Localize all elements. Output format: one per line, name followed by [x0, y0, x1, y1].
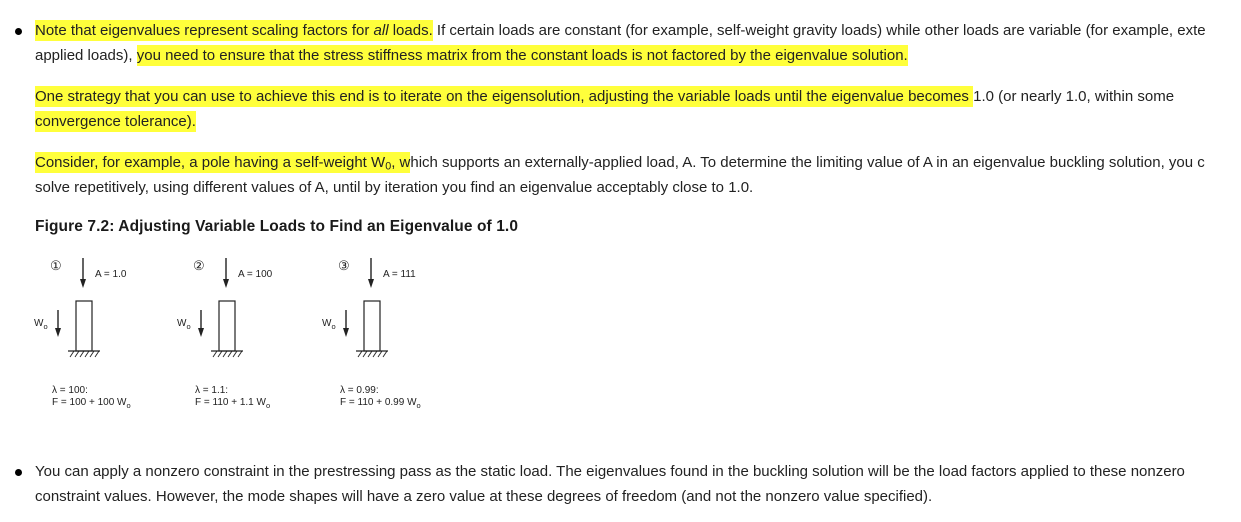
eigenvalue-label: λ = 1.1:	[195, 385, 229, 396]
highlight-text: Consider, for example, a pole having a self-weight W	[35, 154, 386, 171]
paragraph-line	[35, 150, 1241, 175]
ground-hatch	[378, 351, 382, 357]
ground-hatch	[363, 351, 367, 357]
weight-arrow-head	[343, 328, 349, 337]
ground-hatch	[95, 351, 99, 357]
ground-hatch	[228, 351, 232, 357]
paragraph-text: If certain loads are constant (for example, self-weight gravity loads) while other loads are variable (for example, exte	[432, 22, 1206, 39]
force-label: F = 110 + 1.1 $W_o$	[195, 397, 271, 410]
figure-diagram	[0, 250, 500, 420]
figure-caption: Figure 7.2: Adjusting Variable Loads to Find an Eigenvalue of 1.0	[35, 218, 519, 235]
paragraph-line	[35, 175, 1241, 200]
load-arrow-head	[223, 279, 229, 288]
highlight-text: One strategy that you can use to achieve this end is to iterate on the eigensolution, adjusting the variable loads until the eigenvalue becomes	[35, 88, 974, 105]
weight-arrow-head	[55, 328, 61, 337]
ground-hatch	[358, 351, 362, 357]
highlight-text: loads.	[388, 22, 433, 39]
ground-hatch	[223, 351, 227, 357]
weight-label: $W_o$	[322, 318, 336, 331]
paragraph-line	[35, 109, 1241, 134]
highlight	[35, 152, 410, 173]
ground-hatch	[373, 351, 377, 357]
highlight-text: you need to ensure that the stress stiffness matrix from the constant loads is not factored by the eigenvalue solution.	[136, 47, 908, 64]
load-arrow-head	[368, 279, 374, 288]
subscript: 0	[385, 160, 392, 173]
paragraph-line: You can apply a nonzero constraint in the prestressing pass as the static load. The eigenvalues found in the buckling solution will be the load factors applied to these nonzero	[35, 463, 1185, 480]
highlight	[35, 20, 433, 41]
ground-hatch	[218, 351, 222, 357]
load-label: A = 1.0	[95, 269, 127, 280]
ground-hatch	[80, 351, 84, 357]
load-label: A = 111	[383, 269, 416, 280]
step-number: ③	[338, 258, 350, 273]
paragraph-text: hich supports an externally-applied load, A. To determine the limiting value of A in an eigenvalue buckling solution, you c	[410, 154, 1205, 171]
paragraph-line	[35, 43, 1241, 68]
paragraph-line	[35, 84, 1241, 109]
paragraph-text: solve repetitively, using different values of A, until by iteration you find an eigenvalue acceptably close to 1.0.	[35, 179, 754, 196]
ground-hatch	[85, 351, 89, 357]
ground-hatch	[75, 351, 79, 357]
ground-hatch	[238, 351, 242, 357]
paragraph-text: 1.0 (or nearly 1.0, within some	[973, 88, 1175, 105]
ground-hatch	[383, 351, 387, 357]
force-label: F = 100 + 100 $W_o$	[52, 397, 131, 410]
highlight-text: , w	[391, 154, 411, 171]
bullet-dot	[15, 469, 22, 476]
bullet-dot	[15, 28, 22, 35]
paragraph-text: applied loads),	[35, 47, 137, 64]
ground-hatch	[368, 351, 372, 357]
paragraph-line	[35, 18, 1241, 43]
ground-hatch	[70, 351, 74, 357]
highlight-text: convergence tolerance).	[35, 113, 196, 130]
eigenvalue-label: λ = 100:	[52, 385, 88, 396]
step-number: ②	[193, 258, 205, 273]
weight-label: $W_o$	[34, 318, 48, 331]
italic-emphasis: all	[373, 22, 389, 39]
weight-arrow-head	[198, 328, 204, 337]
load-label: A = 100	[238, 269, 273, 280]
pole	[364, 301, 380, 351]
load-arrow-head	[80, 279, 86, 288]
pole	[219, 301, 235, 351]
ground-hatch	[213, 351, 217, 357]
ground-hatch	[233, 351, 237, 357]
eigenvalue-label: λ = 0.99:	[340, 385, 379, 396]
force-label: F = 110 + 0.99 $W_o$	[340, 397, 421, 410]
ground-hatch	[90, 351, 94, 357]
weight-label: $W_o$	[177, 318, 191, 331]
highlight-text: Note that eigenvalues represent scaling factors for	[35, 22, 374, 39]
pole	[76, 301, 92, 351]
paragraph-line: constraint values. However, the mode shapes will have a zero value at these degrees of freedom (and not the nonzero value specified).	[35, 488, 933, 505]
step-number: ①	[50, 258, 62, 273]
